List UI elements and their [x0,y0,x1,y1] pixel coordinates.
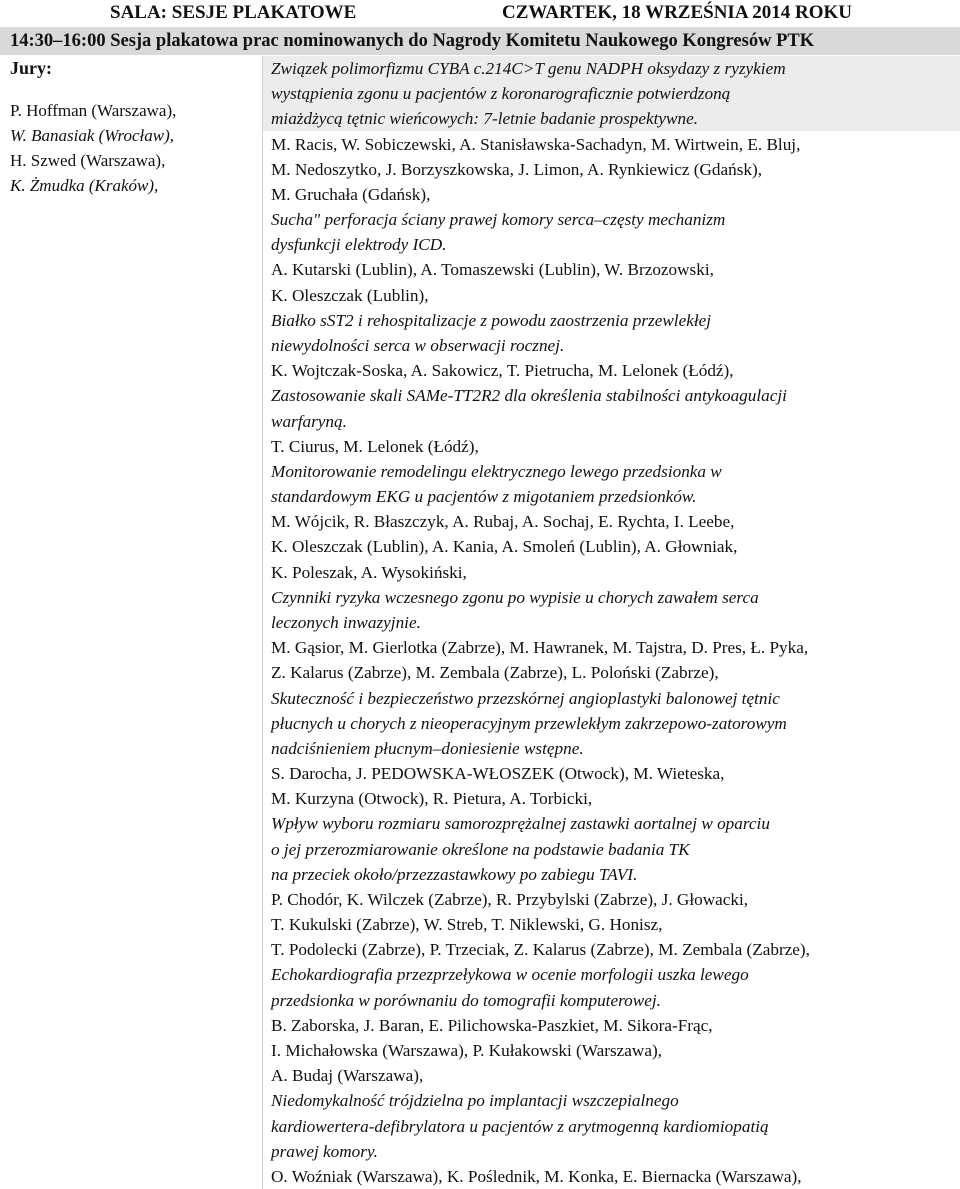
presentation-title-line: kardiowertera-defibrylatora u pacjentów z arytmogenną kardiomiopatią [271,1116,769,1136]
presentation-authors-line: M. Nedoszytko, J. Borzyszkowska, J. Limon, A. Rynkiewicz (Gdańsk), [271,159,763,179]
presentation-authors-line: K. Wojtczak-Soska, A. Sakowicz, T. Pietrucha, M. Lelonek (Łódź), [271,361,734,381]
presentation-authors-line: A. Budaj (Warszawa), [271,1066,424,1086]
presentation-title-line: przedsionka w porównaniu do tomografii komputerowej. [271,990,661,1010]
session-title: 14:30–16:00 Sesja plakatowa prac nominowanych do Nagrody Komitetu Naukowego Kongresów PTK [0,27,960,55]
presentation-title-line: o jej przerozmiarowanie określone na podstawie badania TK [271,839,690,859]
presentation-title-line: Sucha" perforacja ściany prawej komory serca–częsty mechanizm [271,210,726,230]
presentation-authors-line: M. Racis, W. Sobiczewski, A. Stanisławska-Sachadyn, M. Wirtwein, E. Bluj, [271,134,801,154]
presentation-title-line: miażdżycą tętnic wieńcowych: 7-letnie badanie prospektywne. [263,106,960,131]
presentation-authors-line: K. Oleszczak (Lublin), A. Kania, A. Smoleń (Lublin), A. Głowniak, [271,537,738,557]
presentation-title-line: płucnych u chorych z nieoperacyjnym przewlekłym zakrzepowo-zatorowym [271,713,787,733]
jury-member: K. Żmudka (Kraków), [10,176,159,195]
presentation-authors-line: K. Oleszczak (Lublin), [271,285,429,305]
presentation-authors-line: P. Chodór, K. Wilczek (Zabrze), R. Przybylski (Zabrze), J. Głowacki, [271,889,749,909]
presentation-title-line: Białko sST2 i rehospitalizacje z powodu zaostrzenia przewlekłej [271,310,712,330]
jury-member: H. Szwed (Warszawa), [10,151,166,170]
page-header [0,0,960,26]
presentation-title-line: prawej komory. [271,1141,378,1161]
presentation-title-line: standardowym EKG u pacjentów z migotaniem przedsionków. [271,487,697,507]
presentation-title-line: na przeciek około/przezzastawkowy po zabiegu TAVI. [271,864,638,884]
jury-member: P. Hoffman (Warszawa), [10,101,177,120]
jury-label: Jury: [10,58,52,78]
presentation-title-line: leczonych inwazyjnie. [271,612,421,632]
presentation-title-line: Monitorowanie remodelingu elektrycznego lewego przedsionka w [271,461,722,481]
presentation-title-line: wystąpienia zgonu u pacjentów z koronarograficznie potwierdzoną [263,81,960,106]
presentation-title-line: nadciśnieniem płucnym–doniesienie wstępne. [271,738,584,758]
presentation-title-line: Wpływ wyboru rozmiaru samorozprężalnej zastawki aortalnej w oparciu [271,814,770,834]
jury-column [0,56,262,198]
presentation-authors-line: T. Kukulski (Zabrze), W. Streb, T. Niklewski, G. Honisz, [271,915,663,935]
presentation-authors-line: A. Kutarski (Lublin), A. Tomaszewski (Lublin), W. Brzozowski, [271,260,714,280]
date-label: CZWARTEK, 18 WRZEŚNIA 2014 ROKU [501,2,852,23]
jury-member: W. Banasiak (Wrocław), [10,126,175,145]
presentation-authors-line: I. Michałowska (Warszawa), P. Kułakowski (Warszawa), [271,1041,662,1061]
presentation-title-line: Zastosowanie skali SAMe-TT2R2 dla określenia stabilności antykoagulacji [271,386,787,406]
presentation-title-line: Niedomykalność trójdzielna po implantacji wszczepialnego [271,1091,679,1111]
presentation-title-line: Związek polimorfizmu CYBA c.214C>T genu NADPH oksydazy z ryzykiem [263,56,960,81]
presentation-authors-line: S. Darocha, J. PEDOWSKA-WŁOSZEK (Otwock), M. Wieteska, [271,764,725,784]
presentation-title-line: Skuteczność i bezpieczeństwo przezskórnej angioplastyki balonowej tętnic [271,688,780,708]
presentation-authors-line: M. Gruchała (Gdańsk), [271,184,431,204]
presentation-authors-line: B. Zaborska, J. Baran, E. Pilichowska-Paszkiet, M. Sikora-Frąc, [271,1015,713,1035]
presentation-authors-line: K. Poleszak, A. Wysokiński, [271,562,467,582]
presentation-title-line: Czynniki ryzyka wczesnego zgonu po wypisie u chorych zawałem serca [271,587,759,607]
presentation-title-line: dysfunkcji elektrody ICD. [271,235,447,255]
presentation-authors-line: T. Podolecki (Zabrze), P. Trzeciak, Z. Kalarus (Zabrze), M. Zembala (Zabrze), [271,940,810,960]
presentation-title-line: warfaryną. [271,411,347,431]
presentation-authors-line: M. Kurzyna (Otwock), R. Pietura, A. Torbicki, [271,789,593,809]
presentation-authors-line: O. Woźniak (Warszawa), K. Poślednik, M. Konka, E. Biernacka (Warszawa), [271,1166,802,1186]
presentation-authors-line: M. Gąsior, M. Gierlotka (Zabrze), M. Hawranek, M. Tajstra, D. Pres, Ł. Pyka, [271,638,809,658]
room-label: SALA: SESJE PLAKATOWE [110,2,357,23]
presentation-authors-line: Z. Kalarus (Zabrze), M. Zembala (Zabrze), L. Poloński (Zabrze), [271,663,719,683]
presentation-authors-line: T. Ciurus, M. Lelonek (Łódź), [271,436,479,456]
presentation-title-line: niewydolności serca w obserwacji rocznej. [271,335,565,355]
presentation-title-line: Echokardiografia przezprzełykowa w ocenie morfologii uszka lewego [271,965,749,985]
presentation-authors-line: M. Wójcik, R. Błaszczyk, A. Rubaj, A. Sochaj, E. Rychta, I. Leebe, [271,512,735,532]
presentation-list [262,56,960,1189]
